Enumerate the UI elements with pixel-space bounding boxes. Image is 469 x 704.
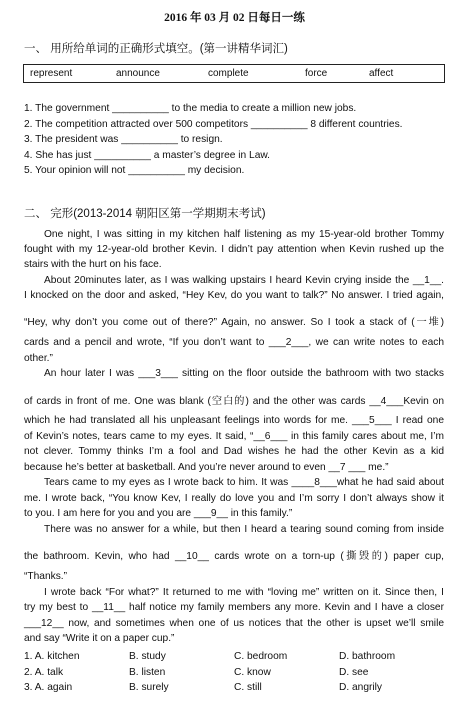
word-bank-box xyxy=(23,64,445,83)
answer-option: C. know xyxy=(234,667,271,678)
passage-line: because he’s better at basketball. And you’re never around to even __7 ___ me.” xyxy=(24,462,389,473)
answer-option: C. bedroom xyxy=(234,651,288,662)
word-bank-item: represent xyxy=(30,68,73,79)
word-bank-item: affect xyxy=(369,68,394,79)
answer-option: C. still xyxy=(234,682,262,693)
passage-line: There was no answer for a while, but then I heard a tearing sound coming from inside xyxy=(44,524,444,535)
passage-line: to you. I am here for you and you are ___9__ in this family.” xyxy=(24,508,293,519)
passage-line: try my best to __11__ half notice my family members any more. Kevin and I have a closer xyxy=(24,602,444,613)
answer-option: D. see xyxy=(339,667,369,678)
page-title: 2016 年 03 月 02 日每日一练 xyxy=(164,12,305,24)
answer-option: 1. A. kitchen xyxy=(24,651,80,662)
passage-line: fought with my 12-year-old brother Kevin. I didn’t pay attention when Kevin rushed up the xyxy=(24,244,444,255)
passage-line: of cards in front of me. One was blank (空白的) and the other was cards __4___Kevin on xyxy=(24,396,444,407)
passage-line: stairs with the hurt on his face. xyxy=(24,259,162,270)
passage-line: me. I wrote back, “You know Kev, I really do love you and I’m sorry I don’t always show it xyxy=(24,493,444,504)
fill-in-question: 5. Your opinion will not __________ my decision. xyxy=(24,165,245,176)
word-bank-item: complete xyxy=(208,68,249,79)
answer-option: B. study xyxy=(129,651,166,662)
word-bank-item: announce xyxy=(116,68,160,79)
section-2-heading: 二、 完形(2013-2014 朝阳区第一学期期末考试) xyxy=(24,208,266,220)
passage-line: About 20minutes later, as I was walking upstairs I heard Kevin crying inside the __1__. xyxy=(44,275,444,286)
passage-line: Tears came to my eyes as I wrote back to him. It was ____8___what he had said about xyxy=(44,477,444,488)
passage-line: cards and a pencil and wrote, “If you don’t want to ___2___, we can write notes to each xyxy=(24,337,444,348)
answer-option: D. angrily xyxy=(339,682,383,693)
fill-in-question: 2. The competition attracted over 500 competitors __________ 8 different countries. xyxy=(24,119,403,130)
passage-line: the bathroom. Kevin, who had __10__ cards wrote on a torn-up (撕毁的) paper cup, xyxy=(24,551,444,562)
fill-in-question: 4. She has just __________ a master’s degree in Law. xyxy=(24,150,270,161)
passage-line: ___12__ now, and sometimes when one of us notices that the other is upset we’ll smile xyxy=(24,618,444,629)
passage-line: I wrote back “For what?” It returned to me with “loving me” written on it. Since then, I xyxy=(44,587,444,598)
passage-line: which he had translated all his unpleasant feelings into words for me. ___5___ I read one xyxy=(24,415,444,426)
fill-in-question: 1. The government __________ to the media to create a million new jobs. xyxy=(24,103,357,114)
passage-line: “Hey, why don’t you come out of there?” Again, no answer. So I took a stack of (一堆) xyxy=(24,317,444,328)
passage-line: “Thanks.” xyxy=(24,571,68,582)
word-bank-item: force xyxy=(305,68,328,79)
passage-line: not clever. Tommy thinks I’m a fool and Dad wishes he had the other Kevin as a kid xyxy=(24,446,444,457)
passage-line: An hour later I was ___3___ sitting on the floor outside the bathroom with two stacks xyxy=(44,368,444,379)
answer-option: 3. A. again xyxy=(24,682,73,693)
answer-option: 2. A. talk xyxy=(24,667,64,678)
passage-line: other.” xyxy=(24,353,53,364)
passage-line: and say “Write it on a paper cup.” xyxy=(24,633,175,644)
answer-option: D. bathroom xyxy=(339,651,396,662)
answer-option: B. listen xyxy=(129,667,166,678)
section-1-heading: 一、 用所给单词的正确形式填空。(第一讲精华词汇) xyxy=(24,43,288,55)
fill-in-question: 3. The president was __________ to resign. xyxy=(24,134,223,145)
passage-line: I knocked on the door and asked, “Hey Kev, do you want to talk?” No answer. I tried again, xyxy=(24,290,444,301)
answer-option: B. surely xyxy=(129,682,169,693)
passage-line: of Kevin’s notes, tears came to my eyes. It said, “__6___ in this family cares about me, I’m xyxy=(24,431,444,442)
passage-line: One night, I was sitting in my kitchen half listening as my 15-year-old brother Tommy xyxy=(44,229,444,240)
